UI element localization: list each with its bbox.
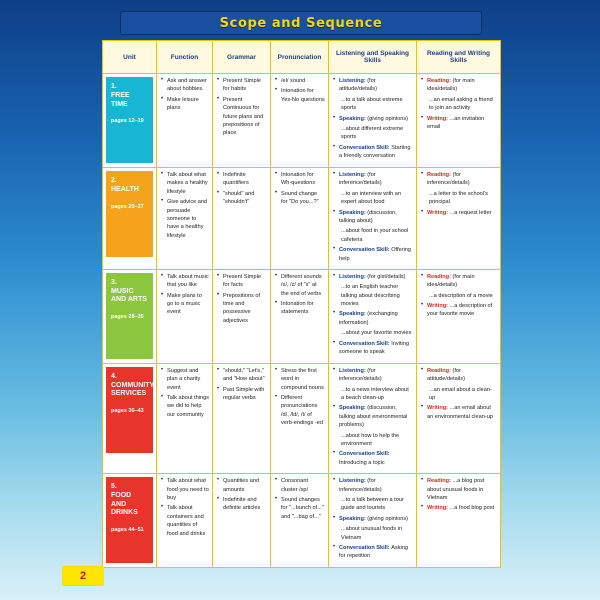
list-item: • Listening: (for gist/details) — [339, 273, 413, 281]
unit-number: 3. — [111, 278, 117, 286]
unit-block — [106, 477, 153, 563]
list-item: • Talk about containers and quantities of food and drinks — [167, 504, 209, 538]
listening-speaking-cell — [329, 168, 417, 270]
pronunciation-list — [274, 273, 325, 317]
skill-detail: ...about how to help the environment — [341, 432, 400, 448]
pronunciation-cell — [271, 168, 329, 270]
table-row — [103, 269, 501, 363]
skill-label: Reading: — [427, 478, 453, 485]
list-item: • Reading: ...a blog post about unusual foods in Vietnam — [427, 477, 497, 502]
unit-block — [106, 171, 153, 257]
skill-label: Writing: — [427, 209, 450, 216]
reading-writing-list — [420, 273, 497, 319]
skill-label: Reading: — [427, 367, 453, 374]
pronunciation-cell — [271, 474, 329, 568]
column-header-listening-speaking: Listening and Speaking Skills — [329, 41, 417, 74]
pronunciation-list — [274, 77, 325, 104]
table-row — [103, 474, 501, 568]
skill-label: Reading: — [427, 172, 453, 178]
skill-detail: ...an email asking a friend to join an activity — [429, 96, 493, 112]
list-item: • Indefinite quantifiers — [223, 171, 267, 188]
column-header-pronunciation: Pronunciation — [271, 41, 329, 74]
list-item: • Talk about music that you like — [167, 273, 209, 290]
function-list — [160, 77, 209, 113]
scope-and-sequence-table — [102, 40, 501, 568]
reading-writing-cell — [417, 474, 501, 568]
list-item: • Different pronunciations /d/, /ld/, /t/ of verb-endings -ed — [281, 394, 325, 428]
list-item: • /el/ sound — [281, 77, 325, 85]
skill-label: Speaking: — [339, 209, 368, 216]
page-title: Scope and Sequence — [219, 15, 383, 31]
reading-writing-list — [420, 477, 497, 513]
unit-pages: pages 36–43 — [111, 408, 144, 415]
list-item: • Writing: ...a request letter — [427, 209, 497, 217]
list-item: • Conversation Skill: Inviting someone to speak — [339, 340, 413, 357]
skill-label: Listening: — [339, 478, 368, 485]
reading-writing — [420, 367, 497, 421]
skill-label: Listening: — [339, 78, 368, 84]
list-item: • Speaking: (giving opinions) — [339, 115, 413, 123]
listening-speaking — [332, 367, 413, 467]
skill-detail: ...to a news interview about a beach clean-up — [341, 386, 409, 402]
unit-cell — [103, 363, 157, 473]
list-item: • Ask and answer about hobbies. — [167, 77, 209, 94]
listening-speaking — [332, 171, 413, 263]
list-item: • Talk about things we did to help our community — [167, 394, 209, 419]
function-list — [160, 273, 209, 317]
page-number: 2 — [79, 570, 87, 582]
list-item: • Different sounds /s/, /z/ of "s" at the end of verbs — [281, 273, 325, 298]
grammar-cell — [213, 474, 271, 568]
list-item: • Present Simple for facts — [223, 273, 267, 290]
skill-label: Speaking: — [339, 115, 368, 122]
page-number-tab — [62, 566, 104, 586]
skill-detail: ...about your favorite movies — [341, 330, 412, 337]
reading-writing-list — [420, 171, 497, 217]
unit-number: 4. — [111, 372, 117, 380]
function-cell — [157, 363, 213, 473]
list-item: • Stress the first word in compound nouns — [281, 367, 325, 392]
unit-cell — [103, 474, 157, 568]
reading-writing-cell — [417, 168, 501, 270]
skill-label: Writing: — [427, 115, 450, 122]
list-item: • Talk about what makes a healthy lifestyle — [167, 171, 209, 196]
table-row — [103, 74, 501, 168]
list-item: • Intonation for Yes-No questions — [281, 87, 325, 104]
list-item: • Suggest and plan a charity event — [167, 367, 209, 392]
grammar-list — [216, 77, 267, 138]
grammar-cell — [213, 269, 271, 363]
listening-speaking-cell — [329, 74, 417, 168]
skill-label: Conversation Skill: — [339, 144, 392, 151]
list-item: • Conversation Skill: Starting a friendly conversation — [339, 144, 413, 161]
table-header-row — [103, 41, 501, 74]
unit-title: COMMUNITY SERVICES — [111, 381, 155, 398]
grammar-list — [216, 273, 267, 325]
list-item: • Writing: ...an email about an environmental clean-up — [427, 404, 497, 421]
unit-block — [106, 273, 153, 359]
list-item: • Sound changes for "...bunch of..." and "...bag of..." — [281, 496, 325, 521]
list-item: • Listening: (for attitude/details) — [339, 77, 413, 94]
page-title-banner — [120, 11, 482, 35]
skill-label: Conversation Skill: — [339, 451, 390, 458]
skill-label: Speaking: — [339, 405, 368, 412]
grammar-list — [216, 477, 267, 513]
list-item: • Listening: (for inference/details) — [339, 367, 413, 384]
list-item: • Talk about what food you need to buy — [167, 477, 209, 502]
skill-detail: ...about different extreme sports — [341, 125, 404, 141]
pronunciation-list — [274, 171, 325, 207]
unit-title: FOOD AND DRINKS — [111, 491, 138, 517]
listening-speaking-list — [332, 273, 413, 357]
list-item: • Prepositions of time and possessive adjectives — [223, 292, 267, 326]
grammar-cell — [213, 74, 271, 168]
function-cell — [157, 269, 213, 363]
listening-speaking-cell — [329, 269, 417, 363]
list-item: • Indefinite and definite articles — [223, 496, 267, 513]
unit-title: FREE TIME — [111, 91, 130, 108]
list-item: • Writing: ...a food blog post — [427, 504, 497, 512]
unit-number: 1. — [111, 83, 117, 90]
pronunciation-cell — [271, 74, 329, 168]
list-item: • Present Continuous for future plans and prepositions of place — [223, 96, 267, 138]
reading-writing-cell — [417, 74, 501, 168]
list-item: • "should," "Let's," and "How about" — [223, 367, 267, 384]
grammar-cell — [213, 363, 271, 473]
list-item: • Sound change for "Do you...?" — [281, 190, 325, 207]
function-cell — [157, 74, 213, 168]
skill-detail: ...to a talk between a tour guide and tourists — [341, 496, 404, 512]
list-item: • Past Simple with regular verbs — [223, 386, 267, 403]
grammar-list — [216, 367, 267, 403]
unit-title: HEALTH — [111, 185, 139, 193]
function-cell — [157, 474, 213, 568]
list-item: • Give advice and persuade someone to have a healthy lifestyle — [167, 198, 209, 240]
list-item: • Conversation Skill: Asking for repetition — [339, 544, 413, 561]
column-header-unit: Unit — [103, 41, 157, 74]
table-row — [103, 168, 501, 270]
unit-pages: pages 20–27 — [111, 203, 144, 210]
reading-writing — [420, 273, 497, 319]
table-row — [103, 363, 501, 473]
skill-detail: ...about food in your school cafeteria — [341, 228, 409, 243]
grammar-cell — [213, 168, 271, 270]
reading-writing-cell — [417, 269, 501, 363]
reading-writing — [420, 77, 497, 131]
list-item: • Make plans to go to a music event — [167, 292, 209, 317]
unit-block — [106, 367, 153, 453]
list-item: • Speaking: (exchanging information) — [339, 310, 413, 327]
reading-writing-list — [420, 77, 497, 131]
list-item: • Writing: ...a description of your favorite movie — [427, 302, 497, 319]
list-item: • Quantities and amounts — [223, 477, 267, 494]
skill-detail: ...to a talk about extreme sports — [341, 96, 403, 112]
skill-label: Listening: — [339, 273, 368, 280]
column-header-reading-writing: Reading and Writing Skills — [417, 41, 501, 74]
skill-label: Reading: — [427, 273, 453, 280]
grammar-list — [216, 171, 267, 207]
unit-cell — [103, 168, 157, 270]
pronunciation-cell — [271, 363, 329, 473]
skill-label: Conversation Skill: — [339, 544, 392, 551]
list-item: • Listening: (for inference/details) — [339, 171, 413, 188]
skill-detail: ...an email about a clean-up — [429, 386, 492, 402]
skill-label: Reading: — [427, 78, 453, 84]
listening-speaking-list — [332, 77, 413, 161]
skill-label: Conversation Skill: — [339, 247, 392, 254]
listening-speaking-list — [332, 477, 413, 561]
pronunciation-cell — [271, 269, 329, 363]
column-header-grammar: Grammar — [213, 41, 271, 74]
skill-detail: ...a description of a movie — [429, 292, 493, 299]
list-item: • Speaking: (discussion, talking about) — [339, 209, 413, 226]
list-item: • Reading: (for attitude/details) — [427, 367, 497, 384]
unit-pages: pages 44–51 — [111, 527, 144, 534]
list-item: • Conversation Skill: Introducing a topic — [339, 450, 413, 467]
skill-label: Listening: — [339, 172, 368, 178]
pronunciation-list — [274, 367, 325, 428]
reading-writing — [420, 477, 497, 513]
reading-writing-list — [420, 367, 497, 421]
function-list — [160, 477, 209, 538]
unit-block — [106, 77, 153, 163]
list-item: • Speaking: (giving opinions) — [339, 515, 413, 523]
function-list — [160, 171, 209, 240]
unit-cell — [103, 269, 157, 363]
function-list — [160, 367, 209, 419]
column-header-function: Function — [157, 41, 213, 74]
listening-speaking-list — [332, 367, 413, 467]
skill-label: Writing: — [427, 505, 450, 512]
list-item: • Intonation for statements — [281, 300, 325, 317]
listening-speaking-cell — [329, 474, 417, 568]
list-item: • Conversation Skill: Offering help — [339, 246, 413, 263]
skill-detail: ...to an English teacher talking about describing movies — [341, 284, 400, 308]
skill-label: Writing: — [427, 405, 450, 412]
listening-speaking — [332, 477, 413, 561]
skill-label: Conversation Skill: — [339, 340, 392, 347]
list-item: • Consonant cluster /sp/ — [281, 477, 325, 494]
skill-detail: ...about unusual foods in Vietnam — [341, 526, 402, 541]
list-item: • Make leisure plans — [167, 96, 209, 113]
list-item: • Reading: (for inference/details) — [427, 171, 497, 188]
list-item: • Listening: (for inference/details) — [339, 477, 413, 494]
listening-speaking — [332, 273, 413, 357]
reading-writing — [420, 171, 497, 217]
listening-speaking — [332, 77, 413, 161]
unit-title: MUSIC AND ARTS — [111, 287, 147, 304]
pronunciation-list — [274, 477, 325, 521]
unit-pages: pages 12–19 — [111, 118, 144, 125]
list-item: • Reading: (for main idea/details) — [427, 273, 497, 290]
unit-cell — [103, 74, 157, 168]
reading-writing-cell — [417, 363, 501, 473]
skill-detail: ...to an interview with an expert about food — [341, 190, 402, 206]
table-body — [103, 74, 501, 568]
list-item: • Speaking: (discussion, talking about environmental problems) — [339, 404, 413, 429]
unit-pages: pages 28–35 — [111, 314, 144, 321]
listening-speaking-cell — [329, 363, 417, 473]
list-item: • Reading: (for main idea/details) — [427, 77, 497, 94]
skill-label: Speaking: — [339, 515, 368, 522]
list-item: • Present Simple for habits — [223, 77, 267, 94]
list-item: • Writing: ...an invitation email — [427, 115, 497, 132]
skill-label: Writing: — [427, 303, 450, 310]
list-item: • Intonation for Wh-questions — [281, 171, 325, 188]
list-item: • "should" and "shouldn't" — [223, 190, 267, 207]
function-cell — [157, 168, 213, 270]
unit-number: 2. — [111, 177, 117, 184]
unit-number: 5. — [111, 483, 117, 491]
skill-detail: ...a letter to the school's principal — [429, 190, 488, 206]
skill-label: Listening: — [339, 367, 368, 374]
listening-speaking-list — [332, 171, 413, 263]
skill-label: Speaking: — [339, 311, 368, 318]
